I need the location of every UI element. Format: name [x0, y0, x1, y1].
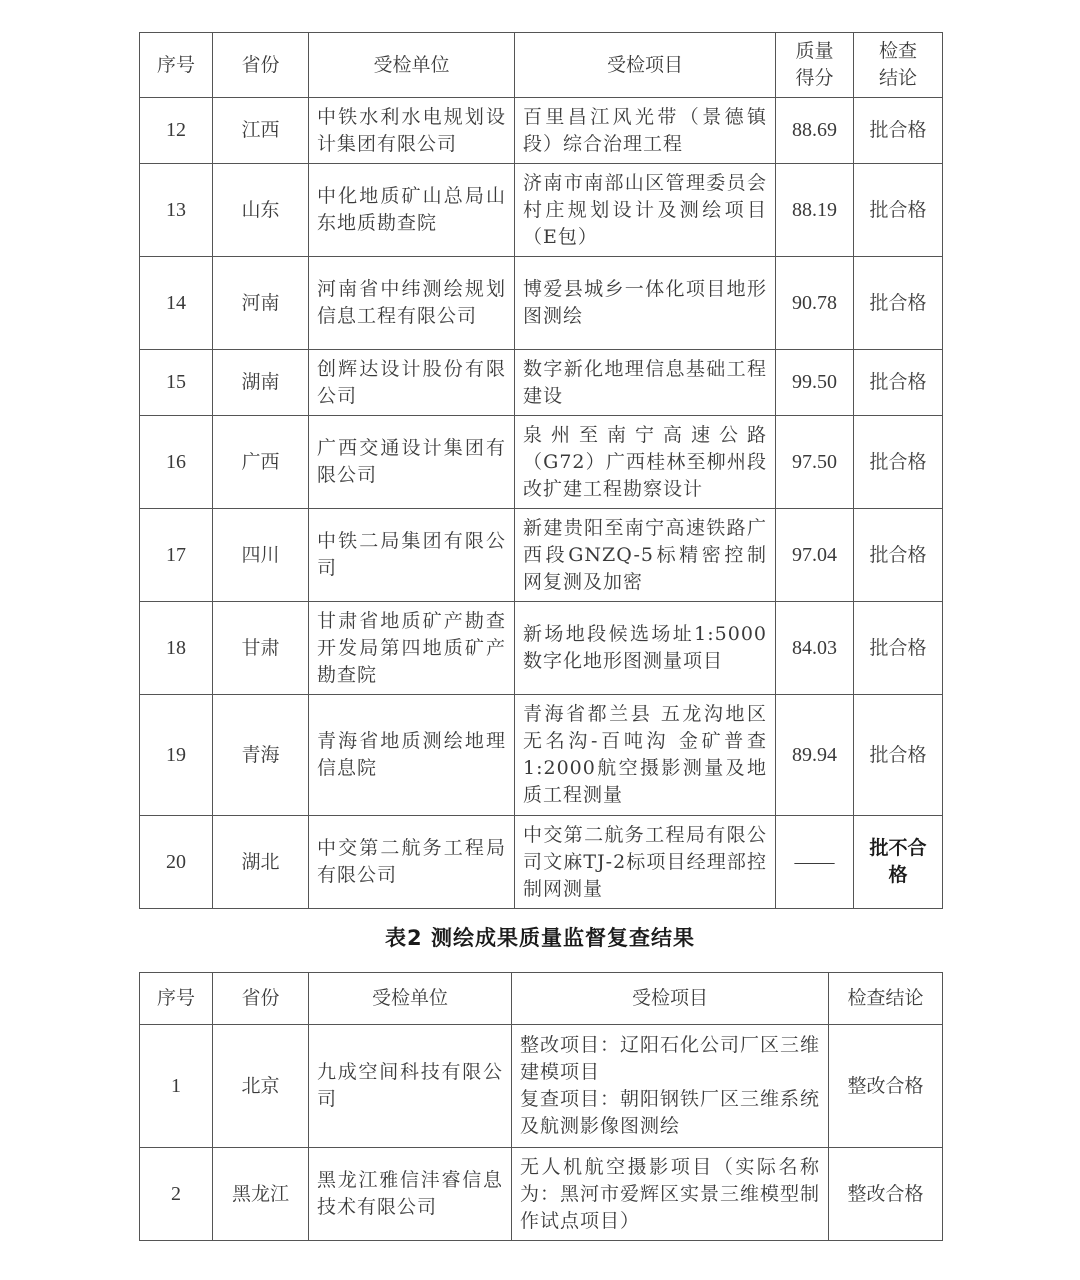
cell-score: 90.78 [776, 257, 854, 350]
table-row [140, 816, 943, 909]
cell-unit: 青海省地质测绘地理信息院 [309, 695, 515, 816]
cell-result: 整改合格 [829, 1148, 943, 1241]
header-serial: 序号 [140, 33, 213, 98]
cell-province: 黑龙江 [213, 1148, 309, 1241]
cell-serial: 12 [140, 98, 213, 164]
header-project: 受检项目 [512, 973, 829, 1025]
cell-result: 整改合格 [829, 1025, 943, 1148]
header-unit: 受检单位 [309, 33, 515, 98]
header-result: 检查结论 [854, 33, 943, 98]
cell-project: 青海省都兰县 五龙沟地区无名沟-百吨沟 金矿普查1:2000航空摄影测量及地质工程测量 [515, 695, 776, 816]
cell-unit: 河南省中纬测绘规划信息工程有限公司 [309, 257, 515, 350]
table-row [140, 350, 943, 416]
cell-project [512, 1025, 829, 1148]
rectification-project: 整改项目：辽阳石化公司厂区三维建模项目 [520, 1034, 821, 1083]
table2-caption: 表2 测绘成果质量监督复查结果 [385, 926, 695, 950]
header-province: 省份 [213, 33, 309, 98]
cell-serial: 20 [140, 816, 213, 909]
table-row [140, 602, 943, 695]
cell-score: 88.69 [776, 98, 854, 164]
table-header-row [140, 973, 943, 1025]
inspection-results-table [139, 32, 943, 909]
cell-result: 批合格 [854, 164, 943, 257]
cell-score: 99.50 [776, 350, 854, 416]
cell-result: 批合格 [854, 257, 943, 350]
header-result: 检查结论 [829, 973, 943, 1025]
cell-serial: 19 [140, 695, 213, 816]
recheck-results-table [139, 972, 943, 1241]
cell-province: 湖南 [213, 350, 309, 416]
table-row [140, 1025, 943, 1148]
cell-result: 批合格 [854, 509, 943, 602]
cell-serial: 13 [140, 164, 213, 257]
header-project: 受检项目 [515, 33, 776, 98]
cell-serial: 15 [140, 350, 213, 416]
cell-project: 新场地段候选场址1:5000数字化地形图测量项目 [515, 602, 776, 695]
cell-project: 中交第二航务工程局有限公司文麻TJ-2标项目经理部控制网测量 [515, 816, 776, 909]
cell-serial: 1 [140, 1025, 213, 1148]
cell-project: 数字新化地理信息基础工程建设 [515, 350, 776, 416]
table-row [140, 509, 943, 602]
cell-unit: 中铁二局集团有限公司 [309, 509, 515, 602]
cell-province: 四川 [213, 509, 309, 602]
cell-province: 山东 [213, 164, 309, 257]
cell-score: 89.94 [776, 695, 854, 816]
cell-serial: 17 [140, 509, 213, 602]
cell-serial: 2 [140, 1148, 213, 1241]
cell-result: 批合格 [854, 350, 943, 416]
cell-unit: 中交第二航务工程局有限公司 [309, 816, 515, 909]
cell-unit: 创辉达设计股份有限公司 [309, 350, 515, 416]
cell-score: 84.03 [776, 602, 854, 695]
cell-unit: 九成空间科技有限公司 [309, 1025, 512, 1148]
cell-project: 济南市南部山区管理委员会村庄规划设计及测绘项目（E包） [515, 164, 776, 257]
cell-score: 97.50 [776, 416, 854, 509]
cell-unit: 黑龙江雅信沣睿信息技术有限公司 [309, 1148, 512, 1241]
cell-score: 88.19 [776, 164, 854, 257]
cell-unit: 甘肃省地质矿产勘查开发局第四地质矿产勘查院 [309, 602, 515, 695]
cell-province: 广西 [213, 416, 309, 509]
cell-score: 97.04 [776, 509, 854, 602]
cell-result-fail: 批不合格 [854, 816, 943, 909]
table-row [140, 416, 943, 509]
cell-project: 泉州至南宁高速公路（G72）广西桂林至柳州段改扩建工程勘察设计 [515, 416, 776, 509]
cell-province: 北京 [213, 1025, 309, 1148]
cell-unit: 中化地质矿山总局山东地质勘查院 [309, 164, 515, 257]
cell-result: 批合格 [854, 602, 943, 695]
header-province: 省份 [213, 973, 309, 1025]
cell-unit: 中铁水利水电规划设计集团有限公司 [309, 98, 515, 164]
cell-project: 新建贵阳至南宁高速铁路广西段GNZQ-5标精密控制网复测及加密 [515, 509, 776, 602]
header-unit: 受检单位 [309, 973, 512, 1025]
recheck-project: 复查项目：朝阳钢铁厂区三维系统及航测影像图测绘 [520, 1088, 821, 1137]
cell-result: 批合格 [854, 695, 943, 816]
cell-result: 批合格 [854, 416, 943, 509]
cell-province: 湖北 [213, 816, 309, 909]
cell-result: 批合格 [854, 98, 943, 164]
cell-project: 博爱县城乡一体化项目地形图测绘 [515, 257, 776, 350]
cell-project: 无人机航空摄影项目（实际名称为：黑河市爱辉区实景三维模型制作试点项目） [512, 1148, 829, 1241]
cell-serial: 14 [140, 257, 213, 350]
cell-unit: 广西交通设计集团有限公司 [309, 416, 515, 509]
table-row [140, 695, 943, 816]
table-header-row [140, 33, 943, 98]
cell-project: 百里昌江风光带（景德镇段）综合治理工程 [515, 98, 776, 164]
cell-province: 青海 [213, 695, 309, 816]
cell-province: 江西 [213, 98, 309, 164]
table-row [140, 164, 943, 257]
table-row [140, 257, 943, 350]
header-serial: 序号 [140, 973, 213, 1025]
cell-serial: 18 [140, 602, 213, 695]
cell-score: —— [776, 816, 854, 909]
cell-province: 甘肃 [213, 602, 309, 695]
header-score: 质量得分 [776, 33, 854, 98]
table-row [140, 98, 943, 164]
cell-province: 河南 [213, 257, 309, 350]
table-row [140, 1148, 943, 1241]
cell-serial: 16 [140, 416, 213, 509]
